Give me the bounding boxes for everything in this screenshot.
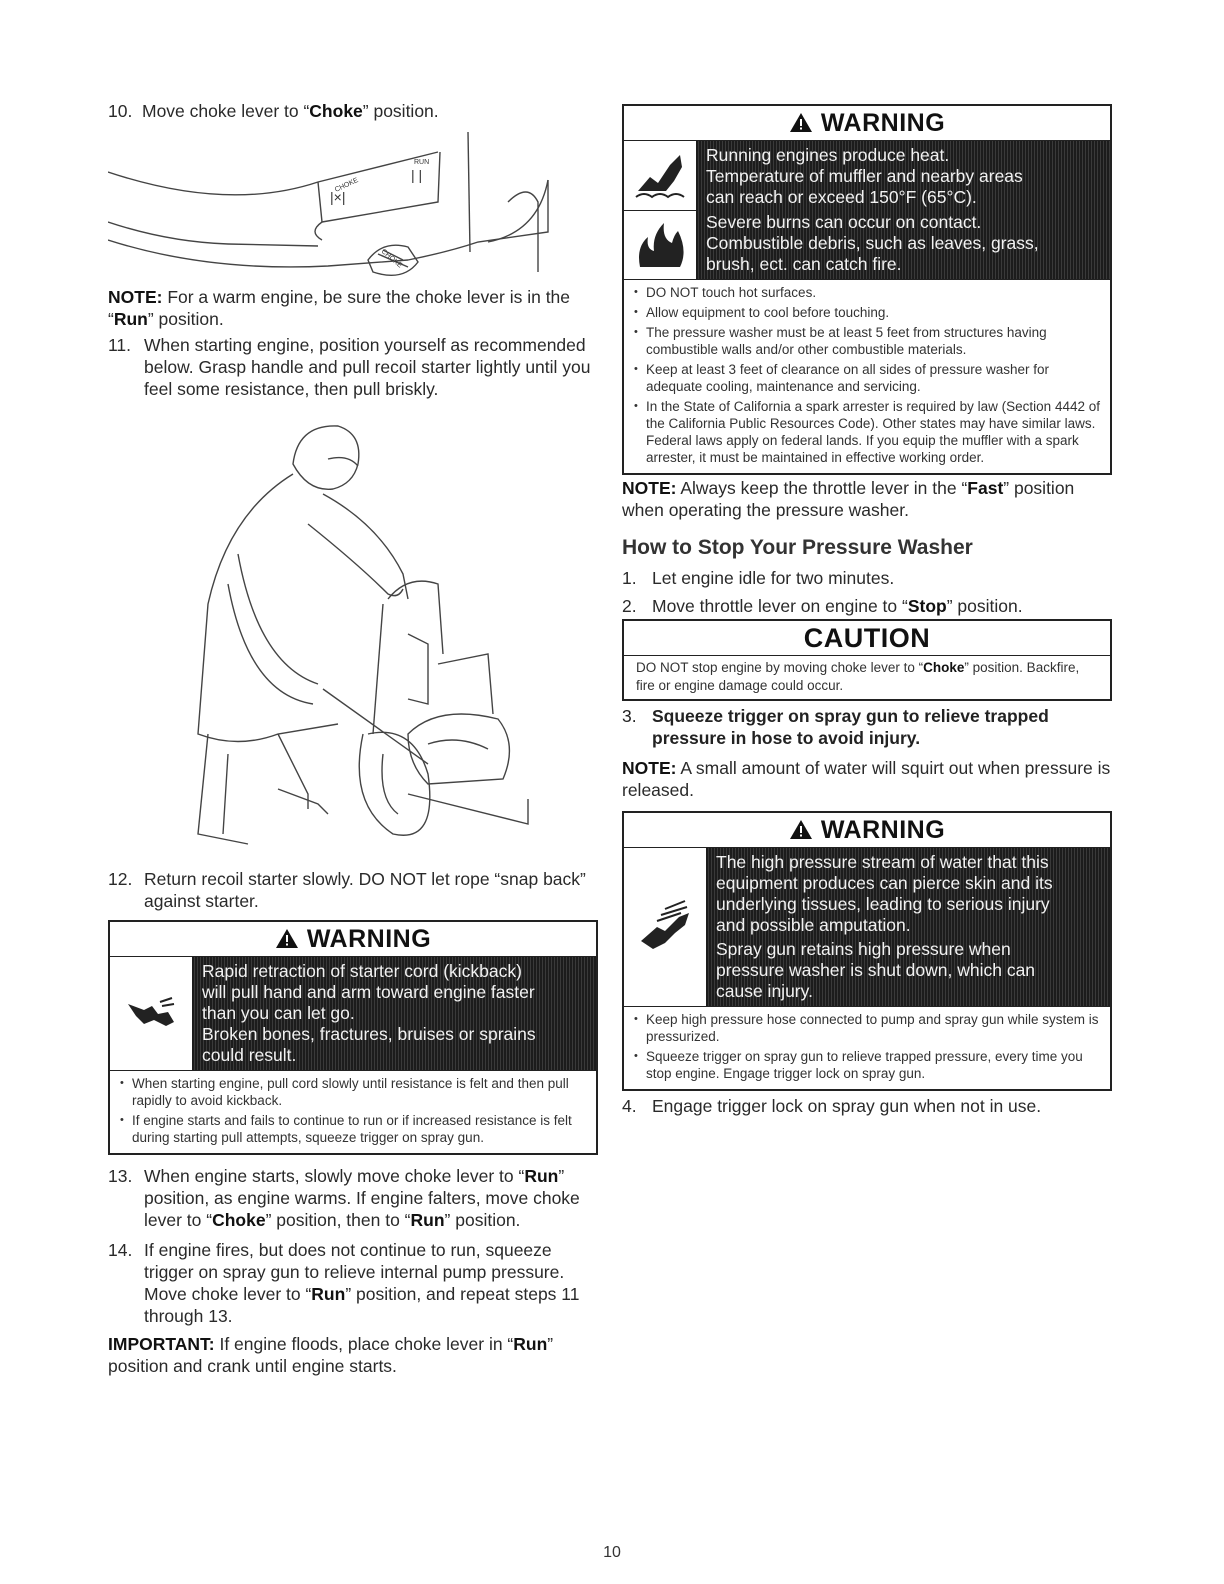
warning-high-pressure <box>622 811 1112 1091</box>
svg-text:| |: | | <box>411 167 423 183</box>
warning-banner <box>110 956 596 1071</box>
list-item: • DO NOT touch hot surfaces. <box>632 284 1102 301</box>
list-item: • In the State of California a spark arrester is required by law (Section 4442 of the California Public Resources Code). Other states may have similar laws. Federal laws apply on federal lands. If you equip the muffler with a spark arrester, it must be maintained in effective working order. <box>632 398 1102 466</box>
step-12: 12. Return recoil starter slowly. DO NOT let rope “snap back” against starter. <box>108 869 586 911</box>
choke-label-b: CHOKE <box>379 248 404 270</box>
step-13: 13. When engine starts, slowly move choke lever to “Run” position, as engine warms. If engine falters, move choke lever to “Choke” position, then to “Run” position. <box>108 1166 580 1230</box>
warning-message: The high pressure stream of water that this equipment produces can pierce skin and its underlying tissues, leading to serious injury and possible amputation. Spray gun retains high pressure when pressure washer is shut down, which can cause injury. <box>706 848 1110 1006</box>
warning-title: WARNING <box>624 106 1110 140</box>
warning-message: Running engines produce heat. Temperature of muffler and nearby areas can reach or exceed 150°F (65°C). Severe burns can occur on contact. Combustible debris, such as leaves, grass, brush, ect. can catch fire. <box>696 141 1110 279</box>
important-note: IMPORTANT: If engine floods, place choke lever in “Run” position and crank until engine starts. <box>108 1334 554 1376</box>
stop-step-2: 2. Move throttle lever on engine to “Stop” position. <box>622 596 1023 616</box>
run-label: RUN <box>414 159 430 166</box>
stop-step-4: 4. Engage trigger lock on spray gun when not in use. <box>622 1096 1042 1116</box>
warning-message: Rapid retraction of starter cord (kickback) will pull hand and arm toward engine faster than you can let go. Broken bones, fractures, bruises or sprains could result. <box>192 957 596 1070</box>
note-warm-engine: NOTE: For a warm engine, be sure the choke lever is in the “Run” position. <box>108 287 571 329</box>
fire-icon <box>624 211 696 280</box>
list-item: • The pressure washer must be at least 5 feet from structures having combustible walls and/or other combustible materials. <box>632 324 1102 358</box>
note-throttle: NOTE: Always keep the throttle lever in the “Fast” position when operating the pressure washer. <box>622 478 1075 520</box>
section-heading: How to Stop Your Pressure Washer <box>622 536 973 559</box>
warning-title: WARNING <box>624 813 1110 847</box>
injection-hazard-icon <box>624 848 706 1006</box>
choke-lever-illustration <box>108 122 598 282</box>
stop-step-1: 1. Let engine idle for two minutes. <box>622 568 895 588</box>
right-column <box>622 104 1112 1117</box>
page-number: 10 <box>603 1544 621 1561</box>
hot-surface-icon <box>624 141 696 211</box>
stop-step-3: 3. Squeeze trigger on spray gun to relieve trapped pressure in hose to avoid injury. <box>622 706 1049 748</box>
step-11: 11. When starting engine, position yourself as recommended below. Grasp handle and pull recoil starter lightly until you feel some resistance, then pull briskly. <box>108 335 591 399</box>
step-14: 14. If engine fires, but does not continue to run, squeeze trigger on spray gun to relieve internal pump pressure. Move choke lever to “Run” position, and repeat steps 11 through 13. <box>108 1240 580 1326</box>
warning-banner <box>624 140 1110 280</box>
caution-title: CAUTION <box>624 621 1110 656</box>
warning-kickback <box>108 920 598 1155</box>
note-squirt: NOTE: A small amount of water will squirt out when pressure is released. <box>622 758 1111 800</box>
person-pulling-starter-illustration <box>108 404 598 866</box>
kickback-hand-icon <box>110 957 192 1070</box>
caution-box <box>622 619 1112 701</box>
list-item: • Keep at least 3 feet of clearance on all sides of pressure washer for adequate cooling, maintenance and servicing. <box>632 361 1102 395</box>
list-item: • Keep high pressure hose connected to pump and spray gun while system is pressurized. <box>632 1011 1102 1045</box>
warning-triangle-icon <box>275 928 299 949</box>
warning-bullets <box>624 280 1110 473</box>
list-item: • Allow equipment to cool before touching. <box>632 304 1102 321</box>
warning-heat <box>622 104 1112 475</box>
warning-triangle-icon <box>789 819 813 840</box>
step-10: 10. Move choke lever to “Choke” position. <box>108 101 439 121</box>
choke-label-a: CHOKE <box>333 176 360 194</box>
left-column <box>108 100 598 1377</box>
warning-triangle-icon <box>789 112 813 133</box>
list-item: • When starting engine, pull cord slowly until resistance is felt and then pull rapidly to avoid kickback. <box>118 1075 588 1109</box>
warning-banner <box>624 847 1110 1007</box>
warning-title: WARNING <box>110 922 596 956</box>
list-item: • If engine starts and fails to continue to run or if increased resistance is felt during starting pull attempts, squeeze trigger on spray gun. <box>118 1112 588 1146</box>
caution-message: DO NOT stop engine by moving choke lever to “Choke” position. Backfire, fire or engine damage could occur. <box>636 660 1080 693</box>
svg-text:|×|: |×| <box>330 189 346 205</box>
list-item: • Squeeze trigger on spray gun to relieve trapped pressure, every time you stop engine. Engage trigger lock on spray gun. <box>632 1048 1102 1082</box>
warning-bullets <box>110 1071 596 1153</box>
warning-bullets <box>624 1007 1110 1089</box>
